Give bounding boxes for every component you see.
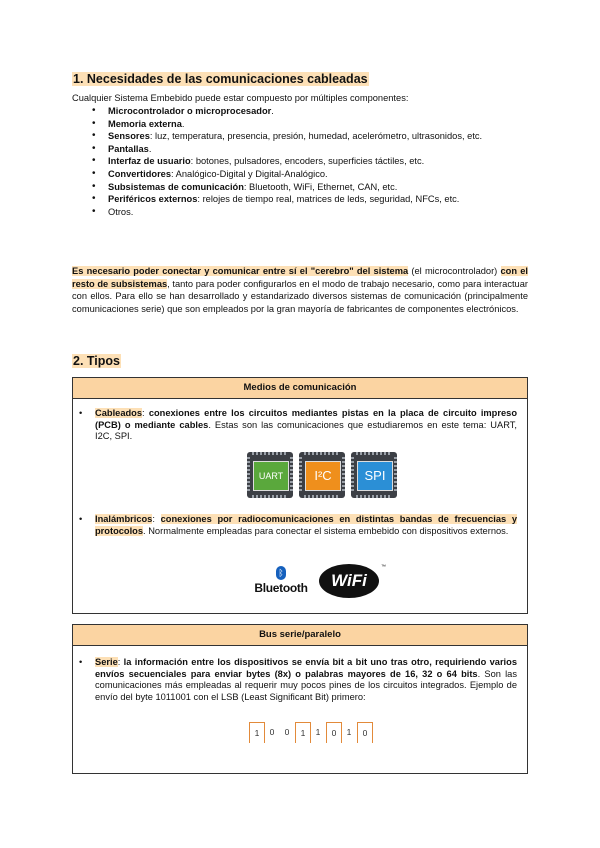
bus-box-header: Bus serie/paralelo <box>73 625 527 646</box>
i2c-chip-icon <box>299 452 345 498</box>
bit-cell: 1 <box>346 727 352 737</box>
list-item: • Microcontrolador o microprocesador. <box>90 105 528 118</box>
uart-chip-label: UART <box>253 461 289 491</box>
media-box-header: Medios de comunicación <box>73 378 527 399</box>
serie-item: • Serie: la información entre los dispositivos se envía bit a bit uno tras otro, requiriendo varios envíos secuenciales para enviar bytes (8x) o palabras mayores de 16, 32 o 64 bits. Son las comunicaciones más empleadas al requerir muy pocos pines de los circuitos integrados. Ejemplo de envío del byte 1011001 con el LSB (Least Significant Bit) primero: <box>95 657 517 703</box>
list-item: • Pantallas. <box>90 143 528 156</box>
bit-cell: 0 <box>269 727 275 737</box>
spi-chip-label: SPI <box>357 461 393 491</box>
section-1-title: 1. Necesidades de las comunicaciones cableadas <box>73 72 368 86</box>
wireless-item: • Inalámbricos: conexiones por radiocomunicaciones en distintas bandas de frecuencias y protocolos. Normalmente empleadas para conectar el sistema embebido con dispositivos externos. <box>95 514 517 537</box>
components-list <box>90 105 528 218</box>
list-item: • Sensores: luz, temperatura, presencia, presión, humedad, acelerómetro, ultrasonidos, etc. <box>90 130 528 143</box>
list-item: • Memoria externa. <box>90 118 528 131</box>
list-item: • Convertidores: Analógico-Digital y Digital-Analógico. <box>90 168 528 181</box>
bluetooth-logo-text: Bluetooth <box>254 581 308 595</box>
intro-paragraph: Cualquier Sistema Embebido puede estar compuesto por múltiples componentes: <box>72 93 409 103</box>
bit-cell: 1 <box>295 722 311 743</box>
section-2-title: 2. Tipos <box>73 354 121 368</box>
media-box <box>72 377 528 614</box>
list-item: • Periféricos externos: relojes de tiempo real, matrices de leds, seguridad, NFCs, etc. <box>90 193 528 206</box>
i2c-chip-label: I²C <box>305 461 341 491</box>
wired-item: • Cableados: conexiones entre los circuitos mediantes pistas en la placa de circuito impreso (PCB) o mediante cables. Estas son las comunicaciones que estudiaremos en este tema: UART, I2C, SPI. <box>95 408 517 443</box>
spi-chip-icon <box>351 452 397 498</box>
bit-cell: 0 <box>284 727 290 737</box>
bluetooth-logo-icon: ᛒ Bluetooth <box>251 566 311 595</box>
bit-cell: 0 <box>357 722 373 743</box>
list-item: • Otros. <box>90 206 528 219</box>
bit-cell: 1 <box>315 727 321 737</box>
uart-chip-icon <box>247 452 293 498</box>
wifi-logo-icon: WiFi ™ <box>319 564 379 598</box>
bus-box <box>72 624 528 774</box>
list-item: • Subsistemas de comunicación: Bluetooth, WiFi, Ethernet, CAN, etc. <box>90 181 528 194</box>
wifi-logo-text: WiFi <box>319 564 379 598</box>
bit-cell: 0 <box>326 722 342 743</box>
bit-cell: 1 <box>249 722 265 743</box>
closing-paragraph: Es necesario poder conectar y comunicar entre sí el "cerebro" del sistema (el microcontrolador) con el resto de subsistemas, tanto para poder configurarlos en el modo de trabajo necesario, como para interactuar con ellos. Para ello se han desarrollado y estandarizado diversos sistemas de comunicación (principalmente comunicaciones serie) que son empleados por la gran mayoría de fabricantes de componentes electrónicos. <box>72 266 528 314</box>
list-item: • Interfaz de usuario: botones, pulsadores, encoders, superficies táctiles, etc. <box>90 155 528 168</box>
